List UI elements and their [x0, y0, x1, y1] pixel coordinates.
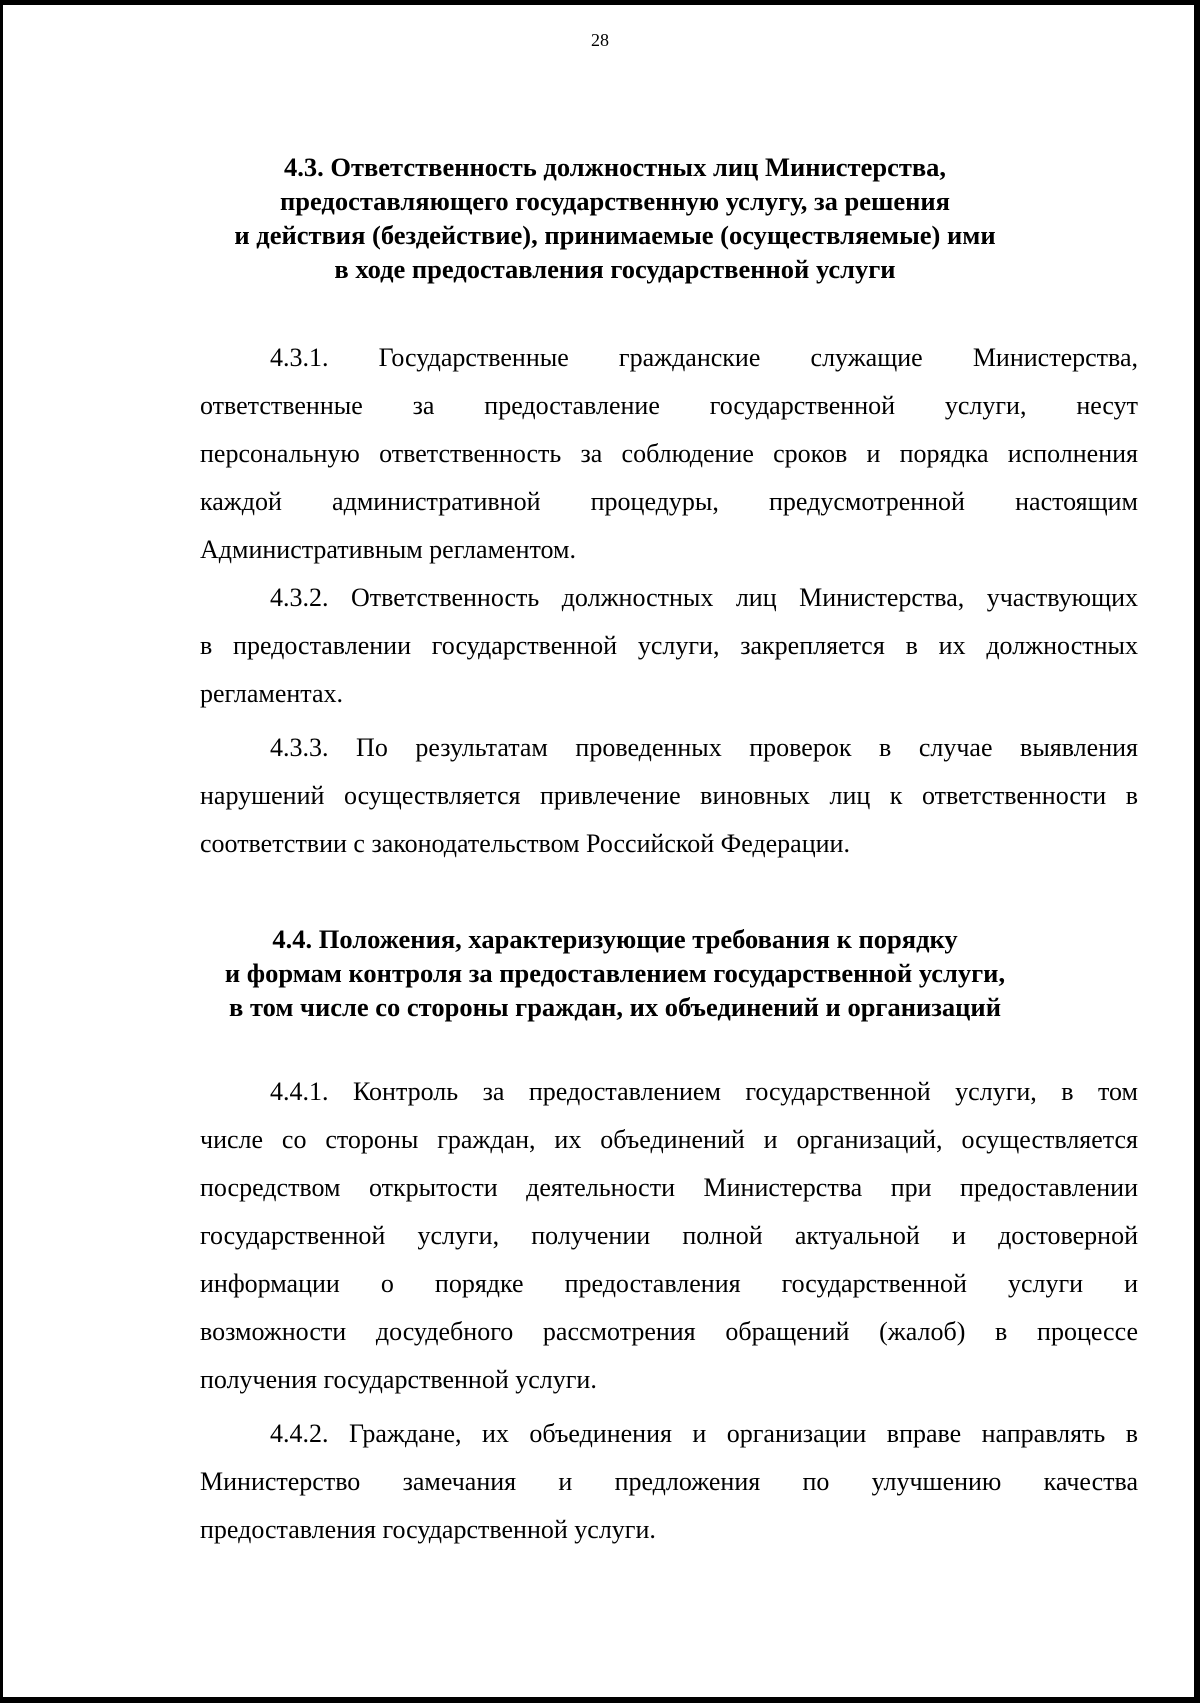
text-line: 4.3.1. Государственные гражданские служащие Министерства, [270, 343, 1138, 372]
paragraph-4-3-1 [200, 334, 1138, 574]
heading-line: 4.3. Ответственность должностных лиц Министерства, [283, 152, 947, 182]
paragraph-4-4-1 [200, 1068, 1138, 1404]
text-line: каждой административной процедуры, предусмотренной настоящим [200, 487, 1138, 516]
text-line: числе со стороны граждан, их объединений и организаций, осуществляется [200, 1125, 1138, 1154]
text-line: 4.3.3. По результатам проведенных проверок в случае выявления [270, 733, 1138, 762]
paragraph-4-4-2 [200, 1410, 1138, 1554]
heading-line: и действия (бездействие), принимаемые (осуществляемые) ими [234, 220, 996, 250]
text-line: ответственные за предоставление государственной услуги, несут [200, 391, 1138, 420]
text-line: возможности досудебного рассмотрения обращений (жалоб) в процессе [200, 1317, 1138, 1346]
text-line: предоставления государственной услуги. [200, 1515, 656, 1544]
text-line: соответствии с законодательством Российской Федерации. [200, 829, 850, 858]
text-line: Административным регламентом. [200, 535, 576, 564]
section-4-4-heading [200, 922, 1030, 1024]
paragraph-4-3-2 [200, 574, 1138, 718]
text-line: Министерство замечания и предложения по улучшению качества [200, 1467, 1138, 1496]
page-number: 28 [591, 30, 609, 50]
text-line: персональную ответственность за соблюдение сроков и порядка исполнения [200, 439, 1138, 468]
heading-line: и формам контроля за предоставлением государственной услуги, [224, 958, 1006, 988]
text-line: информации о порядке предоставления государственной услуги и [200, 1269, 1138, 1298]
text-line: в предоставлении государственной услуги, закрепляется в их должностных [200, 631, 1138, 660]
text-line: регламентах. [200, 679, 344, 708]
heading-line: 4.4. Положения, характеризующие требования к порядку [272, 924, 958, 954]
text-line: 4.4.1. Контроль за предоставлением государственной услуги, в том [270, 1077, 1138, 1106]
heading-line: предоставляющего государственную услугу, за решения [280, 186, 950, 216]
paragraph-4-3-3 [200, 724, 1138, 868]
section-4-3-heading [200, 150, 1030, 286]
heading-line: в ходе предоставления государственной услуги [334, 254, 896, 284]
text-line: государственной услуги, получении полной актуальной и достоверной [200, 1221, 1138, 1250]
heading-line: в том числе со стороны граждан, их объединений и организаций [229, 992, 1001, 1022]
text-line: 4.3.2. Ответственность должностных лиц Министерства, участвующих [270, 583, 1138, 612]
text-line: посредством открытости деятельности Министерства при предоставлении [200, 1173, 1138, 1202]
text-line: нарушений осуществляется привлечение виновных лиц к ответственности в [200, 781, 1138, 810]
text-line: получения государственной услуги. [200, 1365, 597, 1394]
text-line: 4.4.2. Граждане, их объединения и организации вправе направлять в [270, 1419, 1138, 1448]
